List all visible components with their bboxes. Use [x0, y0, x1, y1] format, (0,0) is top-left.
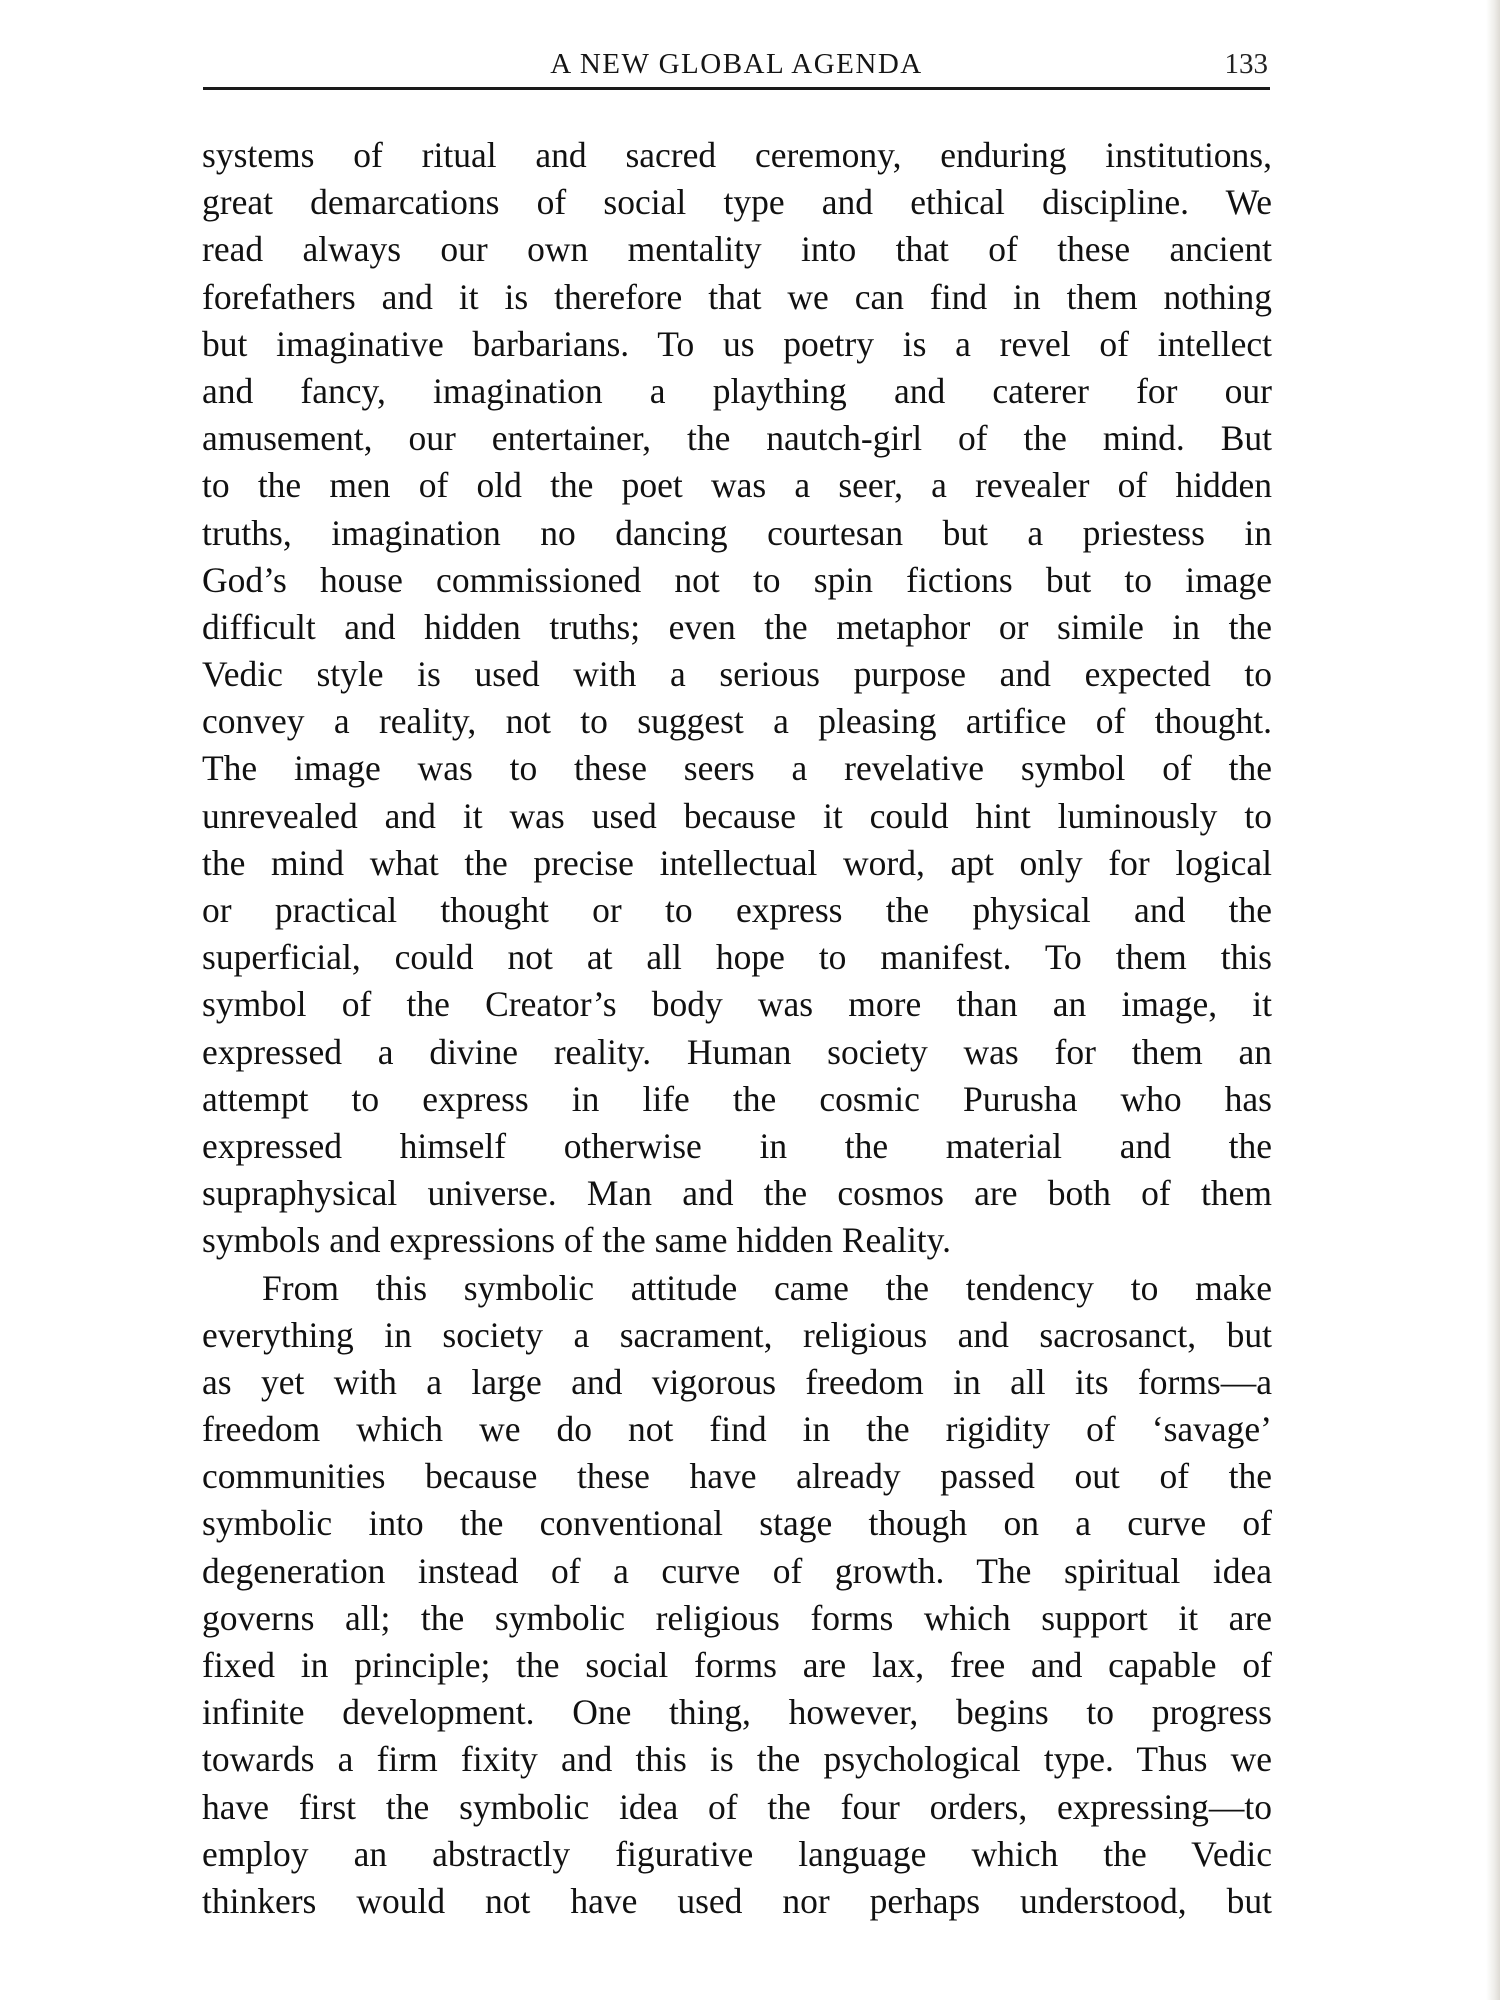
text-line: symbolic into the conventional stage though on a curve of	[202, 1503, 1272, 1544]
running-title: A NEW GLOBAL AGENDA	[550, 48, 923, 80]
scan-edge-shadow	[1486, 0, 1500, 2000]
paragraph-2	[202, 1265, 1272, 1926]
text-line: attempt to express in life the cosmic Purusha who has	[202, 1078, 1272, 1119]
text-line: systems of ritual and sacred ceremony, enduring institutions,	[202, 135, 1272, 175]
text-line: employ an abstractly figurative language which the Vedic	[202, 1833, 1272, 1874]
text-line: fixed in principle; the social forms are lax, free and capable of	[202, 1645, 1272, 1685]
paragraph-1	[202, 132, 1272, 1265]
text-line: From this symbolic attitude came the tendency to make	[262, 1267, 1272, 1308]
text-line: God’s house commissioned not to spin fictions but to image	[202, 559, 1272, 600]
text-line: communities because these have already passed out of the	[202, 1456, 1272, 1497]
text-line: truths, imagination no dancing courtesan but a priestess in	[202, 512, 1272, 553]
text-line: convey a reality, not to suggest a pleasing artifice of thought.	[202, 701, 1272, 742]
text-line: degeneration instead of a curve of growth. The spiritual idea	[202, 1550, 1272, 1591]
text-line: superficial, could not at all hope to manifest. To them this	[202, 937, 1272, 978]
text-line: everything in society a sacrament, religious and sacrosanct, but	[202, 1314, 1272, 1355]
text-line: expressed himself otherwise in the material and the	[202, 1125, 1272, 1166]
running-head	[203, 44, 1270, 84]
text-line: the mind what the precise intellectual word, apt only for logical	[202, 842, 1272, 883]
body-text	[202, 132, 1272, 1925]
text-line: great demarcations of social type and ethical discipline. We	[202, 182, 1272, 223]
text-line: expressed a divine reality. Human society was for them an	[202, 1031, 1272, 1072]
text-line: towards a firm fixity and this is the psychological type. Thus we	[202, 1739, 1272, 1780]
text-line: read always our own mentality into that of these ancient	[202, 229, 1272, 270]
text-line: forefathers and it is therefore that we can find in them nothing	[202, 276, 1272, 317]
text-line: freedom which we do not find in the rigidity of ‘savage’	[202, 1409, 1272, 1450]
text-line: thinkers would not have used nor perhaps understood, but	[202, 1880, 1272, 1921]
text-line: and fancy, imagination a plaything and caterer for our	[202, 370, 1272, 411]
text-line: The image was to these seers a revelative symbol of the	[202, 748, 1272, 789]
header-rule	[203, 87, 1270, 90]
text-line: governs all; the symbolic religious forms which support it are	[202, 1597, 1272, 1638]
text-line: as yet with a large and vigorous freedom in all its forms—a	[202, 1361, 1272, 1402]
text-line: symbol of the Creator’s body was more than an image, it	[202, 984, 1272, 1025]
text-line: unrevealed and it was used because it could hint luminously to	[202, 795, 1272, 836]
text-line: symbols and expressions of the same hidden Reality.	[202, 1220, 951, 1261]
text-line: Vedic style is used with a serious purpose and expected to	[202, 654, 1272, 695]
text-line: but imaginative barbarians. To us poetry is a revel of intellect	[202, 323, 1272, 364]
text-line: amusement, our entertainer, the nautch-girl of the mind. But	[202, 418, 1272, 459]
text-line: to the men of old the poet was a seer, a revealer of hidden	[202, 465, 1272, 506]
text-line: supraphysical universe. Man and the cosmos are both of them	[202, 1173, 1272, 1214]
text-line: infinite development. One thing, however, begins to progress	[202, 1692, 1272, 1733]
text-line: or practical thought or to express the physical and the	[202, 890, 1272, 930]
page-number: 133	[1224, 48, 1268, 80]
text-line: difficult and hidden truths; even the metaphor or simile in the	[202, 606, 1272, 647]
text-line: have first the symbolic idea of the four orders, expressing—to	[202, 1786, 1272, 1827]
